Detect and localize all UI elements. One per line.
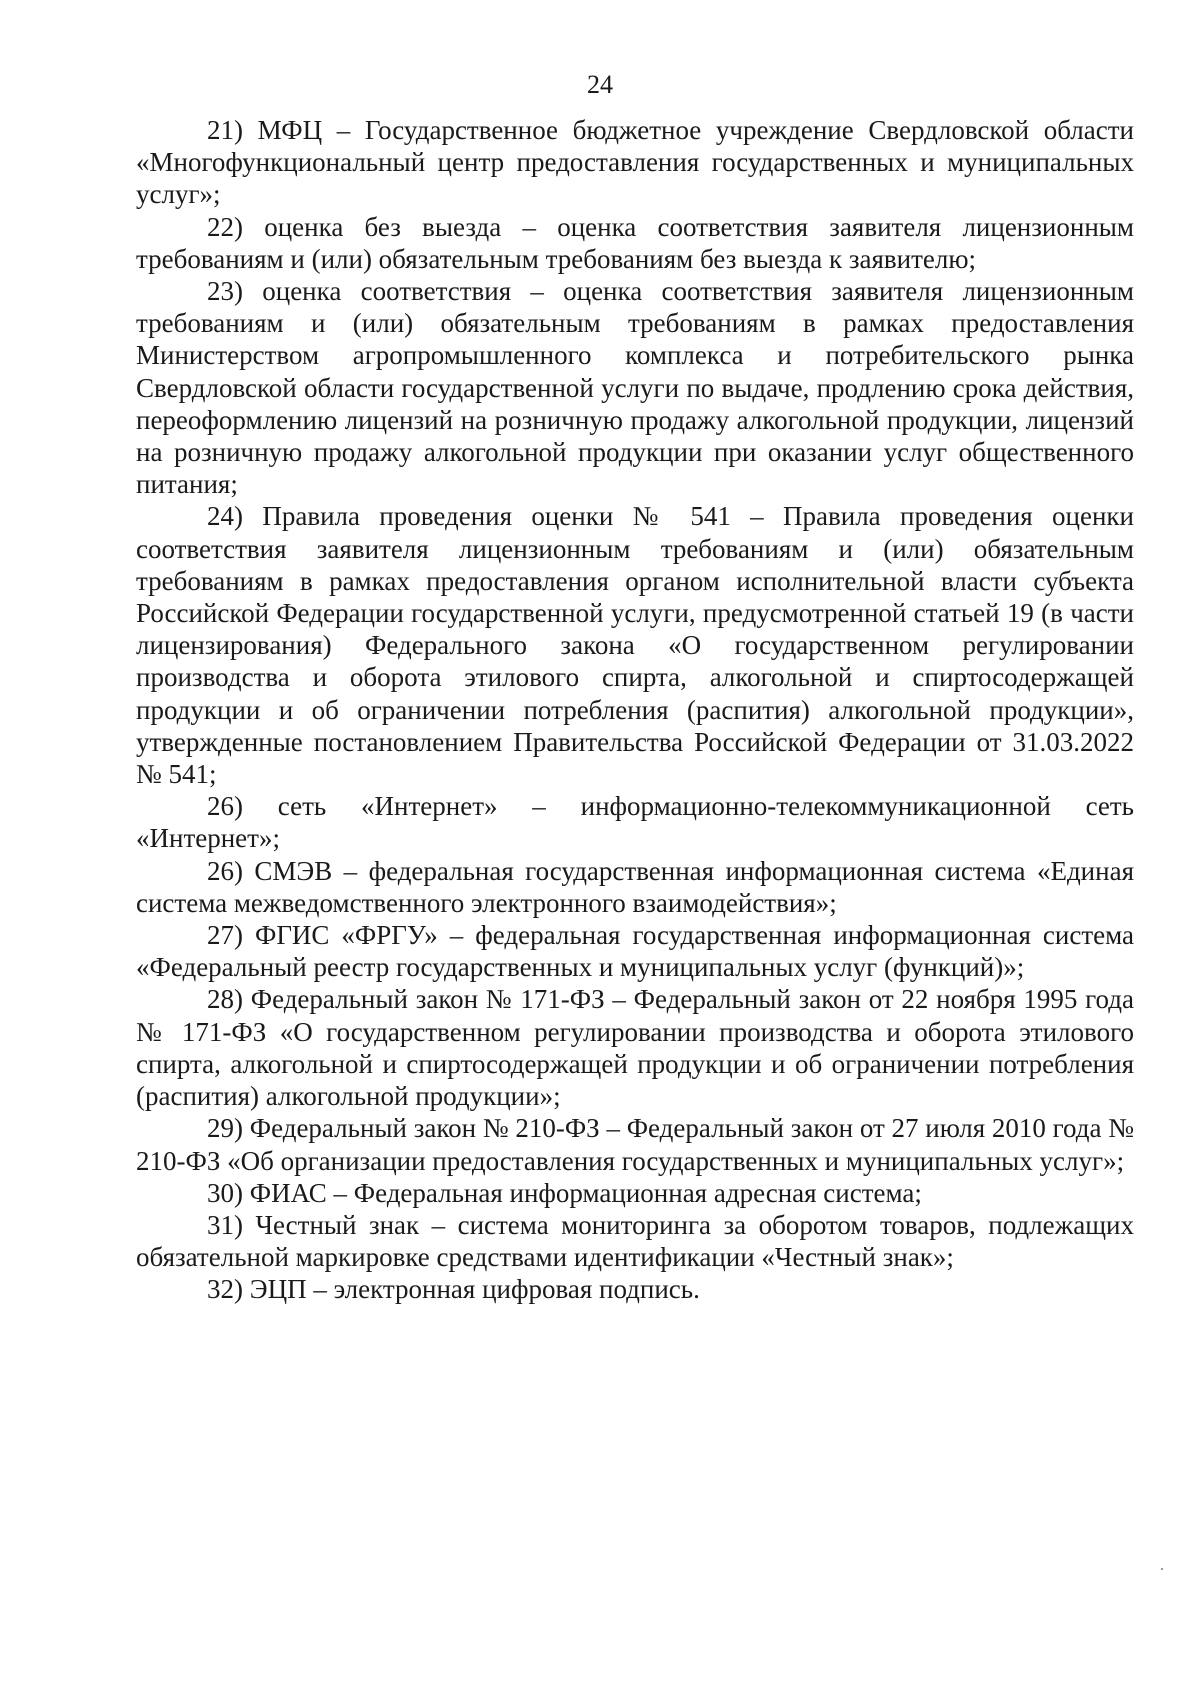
definition-paragraph-31-honest-sign: 31) Честный знак – система мониторинга за оборотом товаров, подлежащих обязательной маркировке средствами идентификации «Честный знак»;	[136, 1209, 1134, 1273]
scan-dot-mark	[1161, 1568, 1163, 1570]
page-number: 24	[587, 70, 613, 99]
definition-paragraph-26-internet: 26) сеть «Интернет» – информационно-телекоммуникационной сеть «Интернет»;	[136, 791, 1134, 854]
definition-paragraph-26-smev: 26) СМЭВ – федеральная государственная информационная система «Единая система межведомственного электронного взаимодействия»;	[136, 855, 1134, 918]
definition-paragraph-30-fias: 30) ФИАС – Федеральная информационная адресная система;	[207, 1177, 922, 1208]
definition-paragraph-22-assessment-without-visit: 22) оценка без выезда – оценка соответствия заявителя лицензионным требованиям и (или) обязательным требованиям без выезда к заявителю;	[136, 211, 1134, 274]
definition-paragraph-21-mfc: 21) МФЦ – Государственное бюджетное учреждение Свердловской области «Многофункциональный центр предоставления государственных и муниципальных услуг»;	[136, 115, 1134, 210]
definition-paragraph-32-digital-signature: 32) ЭЦП – электронная цифровая подпись.	[207, 1274, 700, 1305]
definition-paragraph-28-federal-law-171: 28) Федеральный закон № 171-ФЗ – Федеральный закон от 22 ноября 1995 года № 171-ФЗ «О государственном регулировании производства и оборота этилового спирта, алкогольной и спиртосодержащей продукции и об ограничении потребления (распития) алкогольной продукции»;	[136, 984, 1134, 1112]
definition-paragraph-27-fgis-frgu: 27) ФГИС «ФРГУ» – федеральная государственная информационная система «Федеральный реестр государственных и муниципальных услуг (функций)»;	[136, 920, 1134, 983]
document-body	[136, 114, 1134, 1306]
definition-paragraph-23-conformity-assessment: 23) оценка соответствия – оценка соответствия заявителя лицензионным требованиям и (или) обязательным требованиям в рамках предоставления Министерством агропромышленного комплекса и потребительского рынка Свердловской области государственной услуги по выдаче, продлению срока действия, переоформлению лицензий на розничную продажу алкогольной продукции, лицензий на розничную продажу алкогольной продукции при оказании услуг общественного питания;	[136, 276, 1134, 500]
definition-paragraph-24-assessment-rules: 24) Правила проведения оценки № 541 – Правила проведения оценки соответствия заявителя лицензионным требованиям и (или) обязательным требованиям в рамках предоставления органом исполнительной власти субъекта Российской Федерации государственной услуги, предусмотренной статьей 19 (в части лицензирования) Федерального закона «О государственном регулировании производства и оборота этилового спирта, алкогольной и спиртосодержащей продукции и об ограничении потребления (распития) алкогольной продукции», утвержденные постановлением Правительства Российской Федерации от 31.03.2022 № 541;	[136, 501, 1134, 790]
definition-paragraph-29-federal-law-210: 29) Федеральный закон № 210-ФЗ – Федеральный закон от 27 июля 2010 года № 210-ФЗ «Об организации предоставления государственных и муниципальных услуг»;	[136, 1113, 1134, 1176]
